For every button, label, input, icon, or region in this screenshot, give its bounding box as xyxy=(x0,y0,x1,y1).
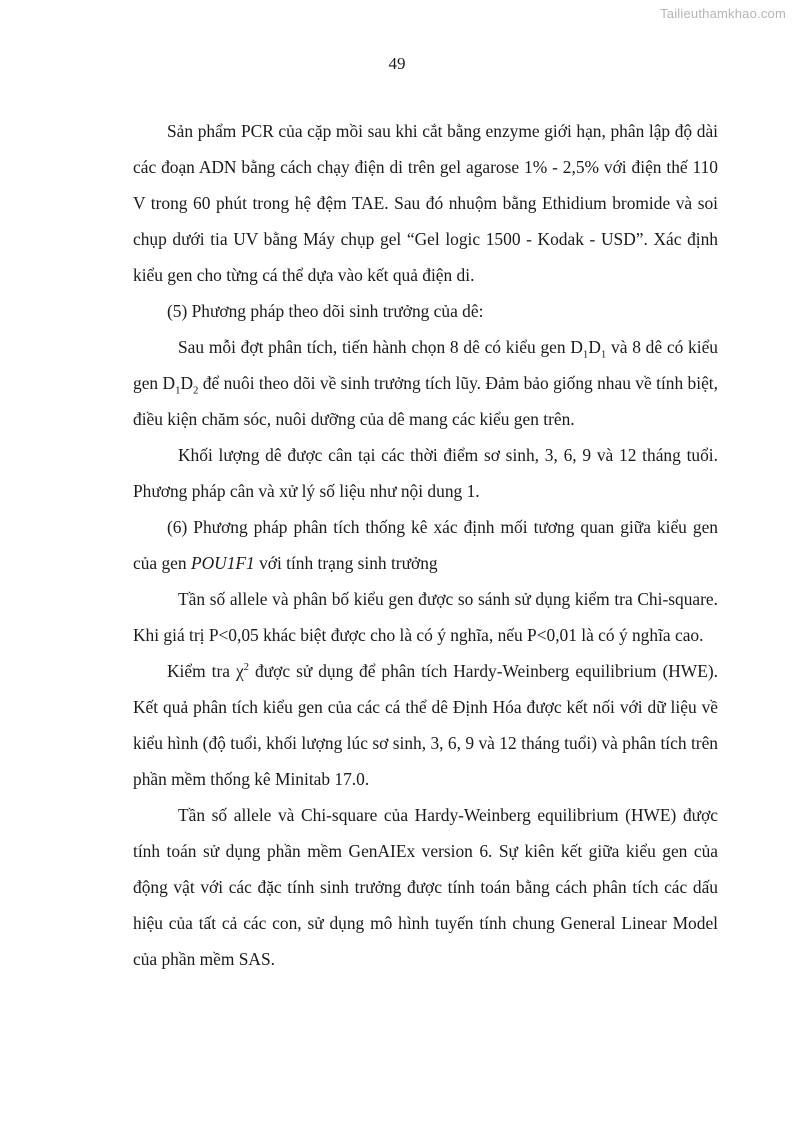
document-body xyxy=(133,113,718,977)
paragraph-chi-square: Tần số allele và phân bố kiểu gen được so sánh sử dụng kiểm tra Chi-square. Khi giá trị P<0,05 khác biệt được cho là có ý nghĩa, nếu P<0,01 là có ý nghĩa cao. xyxy=(133,589,718,645)
text-run: D xyxy=(588,337,601,357)
text-run: được sử dụng để phân tích Hardy-Weinberg equilibrium (HWE). Kết quả phân tích kiểu gen của các cá thể dê Định Hóa được kết nối với dữ liệu về kiểu hình (độ tuổi, khối lượng lúc sơ sinh, 3, 6, 9 và 12 tháng tuổi) và phân tích trên phần mềm thống kê Minitab 17.0. xyxy=(133,661,718,789)
text-run: với tính trạng sinh trưởng xyxy=(254,553,438,573)
paragraph-weighing: Khối lượng dê được cân tại các thời điểm sơ sinh, 3, 6, 9 và 12 tháng tuổi. Phương pháp cân và xử lý số liệu như nội dung 1. xyxy=(133,445,718,501)
gene-name: POU1F1 xyxy=(190,553,255,573)
page-number: 49 xyxy=(388,54,406,73)
text-run: Sau mỗi đợt phân tích, tiến hành chọn 8 dê có kiểu gen D xyxy=(178,337,583,357)
heading-growth-method: (5) Phương pháp theo dõi sinh trưởng của dê: xyxy=(167,301,484,321)
subscript: 1 xyxy=(175,384,181,397)
superscript: 2 xyxy=(243,661,250,674)
paragraph-genalex: Tần số allele và Chi-square của Hardy-Weinberg equilibrium (HWE) được tính toán sử dụng phần mềm GenAIEx version 6. Sự kiên kết giữa kiểu gen của động vật với các đặc tính sinh trưởng được tính toán bằng cách phân tích các dấu hiệu của tất cả các con, sử dụng mô hình tuyến tính chung General Linear Model của phần mềm SAS. xyxy=(133,805,718,969)
subscript: 1 xyxy=(600,348,607,361)
paragraph-pcr-procedure: Sản phẩm PCR của cặp mồi sau khi cắt bằng enzyme giới hạn, phân lập độ dài các đoạn ADN bằng cách chạy điện di trên gel agarose 1% - 2,5% với điện thế 110 V trong 60 phút trong hệ đệm TAE. Sau đó nhuộm bằng Ethidium bromide và soi chụp dưới tia UV bằng Máy chụp gel “Gel logic 1500 - Kodak - USD”. Xác định kiểu gen cho từng cá thể dựa vào kết quả điện di. xyxy=(133,121,718,285)
watermark: Tailieuthamkhao.com xyxy=(660,6,786,21)
text-run: để nuôi theo dõi về sinh trưởng tích lũy. Đảm bảo giống nhau về tính biệt, điều kiện chăm sóc, nuôi dưỡng của dê mang các kiểu gen trên. xyxy=(133,373,718,429)
paragraph-goat-selection xyxy=(133,329,718,437)
paragraph-hwe-test xyxy=(133,653,718,797)
text-run: (6) Phương pháp phân tích thống kê xác định mối tương quan giữa kiểu gen của gen xyxy=(133,517,718,573)
subscript: 1 xyxy=(582,348,589,361)
text-run: Kiểm tra χ xyxy=(167,661,244,681)
heading-statistics-method xyxy=(133,509,718,581)
subscript: 2 xyxy=(193,384,199,397)
text-run: D xyxy=(180,373,194,393)
text-run: và 8 dê có kiểu gen D xyxy=(133,337,718,393)
